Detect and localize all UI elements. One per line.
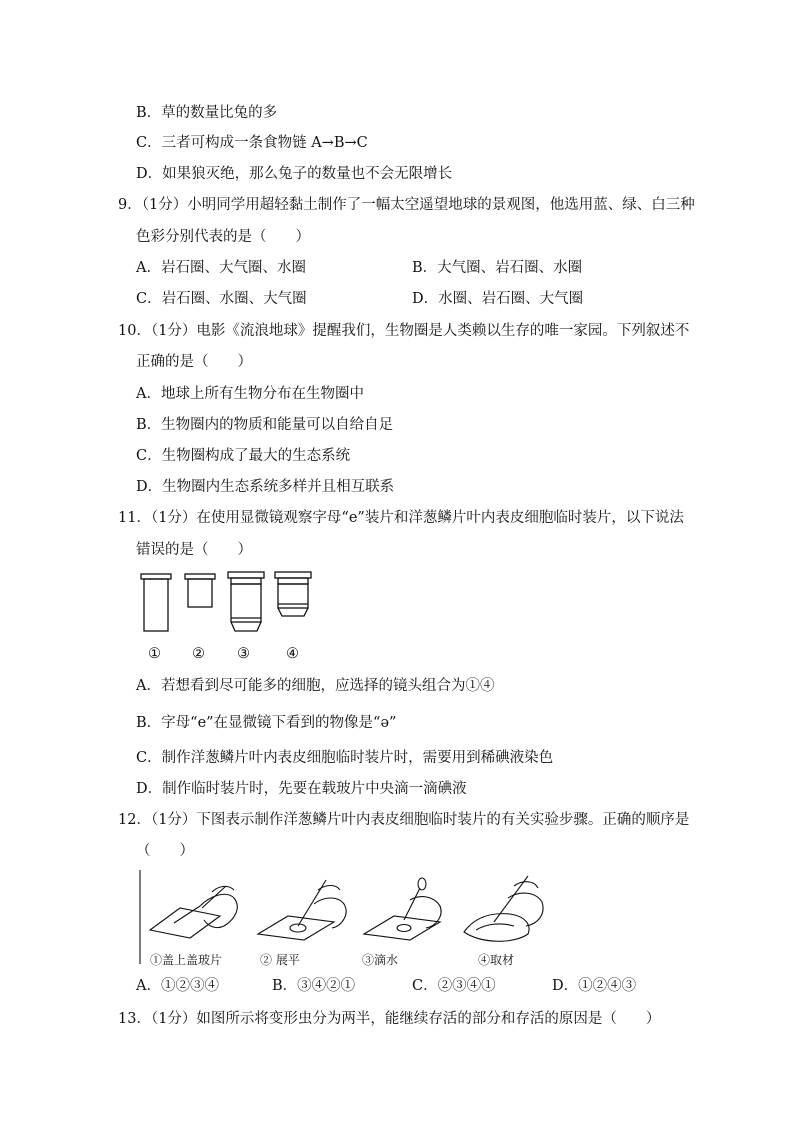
q12-fig-label-4: ④取材 (478, 953, 515, 967)
q8-option-c: C．三者可构成一条食物链 A→B→C (136, 135, 368, 151)
q11-stem-line2: 错误的是（ ） (136, 542, 252, 558)
q12-option-c: C．②③④① (412, 978, 496, 994)
q11-fig-label-1: ① (148, 646, 161, 662)
q12-option-b: B．③④②① (272, 978, 356, 994)
q8-option-b: B．草的数量比兔的多 (136, 105, 278, 121)
q12-option-d: D．①②④③ (552, 978, 637, 994)
q11-stem-line1: 11．（1分）在使用显微镜观察字母“e”装片和洋葱鳞片叶内表皮细胞临时装片，以下说法 (118, 510, 684, 526)
q11-option-a: A．若想看到尽可能多的细胞，应选择的镜头组合为①④ (136, 678, 495, 694)
eyepiece-long-icon (141, 574, 171, 631)
objective-short-icon (275, 572, 311, 616)
q11-option-c: C．制作洋葱鳞片叶内表皮细胞临时装片时，需要用到稀碘液染色 (136, 750, 554, 766)
q9-option-b: B．大气圈、岩石圈、水圈 (412, 260, 583, 276)
q12-stem-line2: （ ） (136, 843, 194, 859)
q11-fig-label-3: ③ (237, 646, 250, 662)
q12-fig-label-2: ② 展平 (260, 953, 300, 967)
take-material-step-icon (464, 876, 543, 941)
q9-option-c: C．岩石圈、水圈、大气圈 (136, 291, 307, 307)
q11-option-d: D．制作临时装片时，先要在载玻片中央滴一滴碘液 (136, 781, 467, 797)
q12-fig-label-3: ③滴水 (362, 953, 399, 967)
q9-option-d: D．水圈、岩石圈、大气圈 (412, 291, 584, 307)
q10-option-b: B．生物圈内的物质和能量可以自给自足 (136, 417, 394, 433)
q9-stem-line1: 9．（1分）小明同学用超轻黏土制作了一幅太空遥望地球的景观图，他选用蓝、绿、白三种 (118, 197, 695, 213)
q11-fig-label-4: ④ (286, 646, 299, 662)
q10-stem-line1: 10．（1分）电影《流浪地球》提醒我们，生物圈是人类赖以生存的唯一家园。下列叙述不 (118, 323, 690, 339)
q8-option-d: D．如果狼灭绝，那么兔子的数量也不会无限增长 (136, 166, 453, 182)
q9-option-a: A．岩石圈、大气圈、水圈 (136, 260, 306, 276)
q10-option-a: A．地球上所有生物分布在生物圈中 (136, 386, 364, 402)
eyepiece-short-icon (185, 574, 215, 607)
q10-option-c: C．生物圈构成了最大的生态系统 (136, 448, 351, 464)
q10-stem-line2: 正确的是（ ） (136, 354, 252, 370)
q10-option-d: D．生物圈内生态系统多样并且相互联系 (136, 479, 395, 495)
q9-stem-line2: 色彩分别代表的是（ ） (136, 229, 310, 245)
drop-water-step-icon (364, 878, 441, 940)
q12-fig-label-1: ①盖上盖玻片 (150, 953, 223, 967)
q11-fig-label-2: ② (192, 646, 205, 662)
microscope-lens-figure (136, 570, 336, 636)
objective-long-icon (228, 572, 264, 631)
q13-stem-line1: 13．（1分）如图所示将变形虫分为两半，能继续存活的部分和存活的原因是（ ） (118, 1011, 661, 1027)
q12-option-a: A．①②③④ (136, 978, 219, 994)
q12-stem-line1: 12．（1分）下图表示制作洋葱鳞片叶内表皮细胞临时装片的有关实验步骤。正确的顺序是 (118, 812, 690, 828)
q11-option-b: B．字母“e”在显微镜下看到的物像是“ə” (136, 715, 397, 731)
flatten-step-icon (258, 880, 346, 940)
cover-slip-step-icon (150, 886, 237, 938)
